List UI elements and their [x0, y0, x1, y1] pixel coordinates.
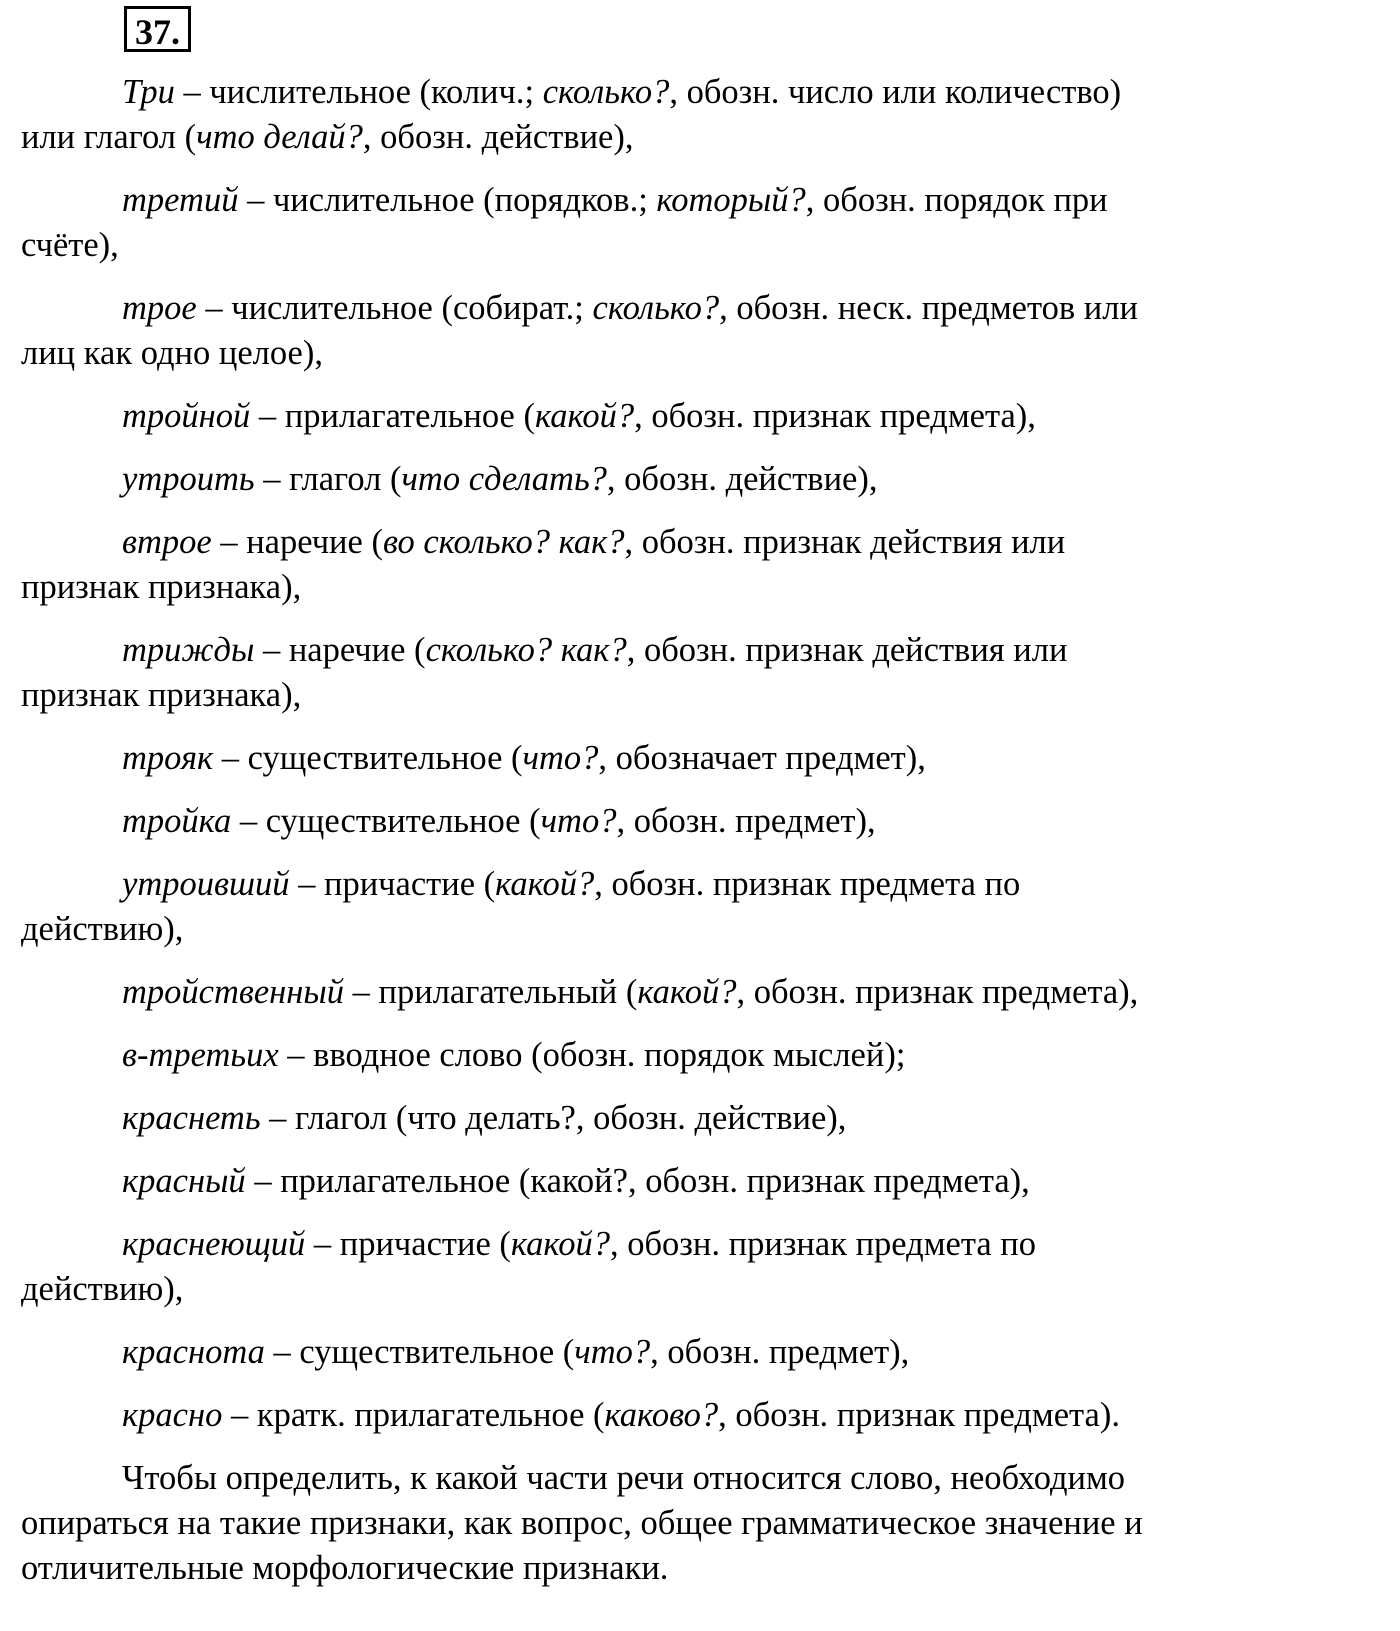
italic-term: что?	[522, 739, 599, 777]
text-line	[21, 970, 1361, 1015]
italic-term: краснота	[122, 1333, 265, 1371]
exercise-number: 37.	[124, 6, 191, 52]
text-line	[21, 1330, 1361, 1375]
text-run: – глагол (что делать?, обозн. действие),	[260, 1099, 847, 1137]
italic-term: трижды	[122, 631, 255, 669]
entry-paragraph	[21, 1222, 1361, 1312]
text-run: или глагол (	[21, 118, 197, 156]
text-run: – прилагательное (	[250, 397, 535, 435]
text-run: , обозн. признак действия или	[626, 631, 1068, 669]
italic-term: тройственный	[122, 973, 345, 1011]
italic-term: какой?	[510, 1225, 610, 1263]
text-run: Чтобы определить, к какой части речи относится слово, необходимо	[122, 1459, 1126, 1497]
text-line	[21, 907, 1361, 952]
entry-paragraph	[21, 1456, 1361, 1591]
text-run: – причастие (	[289, 865, 496, 903]
italic-term: трояк	[122, 739, 214, 777]
text-run: признак признака),	[21, 676, 302, 714]
text-run: , обозн. порядок при	[805, 181, 1108, 219]
italic-term: тройка	[122, 802, 232, 840]
text-run: , обозн. предмет),	[616, 802, 876, 840]
text-line	[21, 70, 1361, 115]
text-line	[21, 736, 1361, 781]
text-run: , обозн. неск. предметов или	[719, 289, 1138, 327]
entry-paragraph	[21, 394, 1361, 439]
text-run: , обозн. признак предмета).	[718, 1396, 1120, 1434]
entry-paragraph	[21, 1159, 1361, 1204]
italic-term: красно	[122, 1396, 223, 1434]
italic-term: сколько?	[592, 289, 720, 327]
text-run: – числительное (порядков.;	[238, 181, 657, 219]
text-line	[21, 1267, 1361, 1312]
text-line	[21, 115, 1361, 160]
italic-term: каково?	[604, 1396, 719, 1434]
italic-term: утроивший	[122, 865, 290, 903]
text-line	[21, 457, 1361, 502]
text-run: , обозн. действие),	[606, 460, 878, 498]
text-run: – наречие (	[254, 631, 426, 669]
text-run: , обозн. предмет),	[650, 1333, 910, 1371]
text-line	[21, 673, 1361, 718]
text-run: – кратк. прилагательное (	[222, 1396, 605, 1434]
text-run: , обозн. признак предмета),	[736, 973, 1139, 1011]
text-run: , обозн. действие),	[362, 118, 634, 156]
italic-term: втрое	[122, 523, 212, 561]
italic-term: что?	[574, 1333, 651, 1371]
text-line	[21, 1159, 1361, 1204]
text-run: , обозн. число или количество)	[669, 73, 1122, 111]
text-line	[21, 178, 1361, 223]
italic-term: что делай?	[196, 118, 363, 156]
exercise-text	[21, 70, 1361, 1591]
italic-term: тройной	[122, 397, 251, 435]
italic-term: сколько?	[542, 73, 670, 111]
text-line	[21, 799, 1361, 844]
entry-paragraph	[21, 457, 1361, 502]
text-line	[21, 1096, 1361, 1141]
italic-term: что?	[540, 802, 617, 840]
entry-paragraph	[21, 862, 1361, 952]
text-line	[21, 1456, 1361, 1501]
italic-term: утроить	[122, 460, 255, 498]
text-line	[21, 1501, 1361, 1546]
text-line	[21, 1033, 1361, 1078]
entry-paragraph	[21, 628, 1361, 718]
entry-paragraph	[21, 1393, 1361, 1438]
entry-paragraph	[21, 799, 1361, 844]
text-run: – прилагательный (	[344, 973, 638, 1011]
text-run: лиц как одно целое),	[21, 334, 323, 372]
text-line	[21, 862, 1361, 907]
text-line	[21, 1546, 1361, 1591]
text-run: – наречие (	[211, 523, 383, 561]
entry-paragraph	[21, 286, 1361, 376]
text-run: – существительное (	[231, 802, 541, 840]
text-run: – прилагательное (какой?, обозн. признак предмета),	[245, 1162, 1030, 1200]
entry-paragraph	[21, 1096, 1361, 1141]
italic-term: красный	[122, 1162, 246, 1200]
text-run: , обозн. признак предмета по	[594, 865, 1021, 903]
entry-paragraph	[21, 520, 1361, 610]
entry-paragraph	[21, 970, 1361, 1015]
text-run: – вводное слово (обозн. порядок мыслей);	[278, 1036, 906, 1074]
text-line	[21, 1393, 1361, 1438]
text-line	[21, 331, 1361, 376]
text-run: , обозначает предмет),	[598, 739, 926, 777]
text-run: – существительное (	[213, 739, 523, 777]
italic-term: какой?	[637, 973, 737, 1011]
italic-term: сколько? как?	[425, 631, 627, 669]
italic-term: что сделать?	[401, 460, 607, 498]
text-run: действию),	[21, 1270, 184, 1308]
text-run: признак признака),	[21, 568, 302, 606]
text-line	[21, 565, 1361, 610]
text-run: – числительное (собират.;	[196, 289, 593, 327]
entry-paragraph	[21, 178, 1361, 268]
text-line	[21, 286, 1361, 331]
text-run: – существительное (	[264, 1333, 575, 1371]
text-run: счёте),	[21, 226, 119, 264]
entry-paragraph	[21, 1033, 1361, 1078]
entry-paragraph	[21, 1330, 1361, 1375]
text-line	[21, 394, 1361, 439]
text-line	[21, 520, 1361, 565]
italic-term: какой?	[495, 865, 595, 903]
italic-term: краснеющий	[122, 1225, 306, 1263]
italic-term: трое	[122, 289, 197, 327]
italic-term: краснеть	[122, 1099, 261, 1137]
text-run: – числительное (колич.;	[174, 73, 543, 111]
text-line	[21, 223, 1361, 268]
italic-term: в-третьих	[122, 1036, 279, 1074]
entry-paragraph	[21, 70, 1361, 160]
text-run: опираться на такие признаки, как вопрос, общее грамматическое значение и	[21, 1504, 1143, 1542]
entry-paragraph	[21, 736, 1361, 781]
text-run: отличительные морфологические признаки.	[21, 1549, 669, 1587]
italic-term: во сколько? как?	[382, 523, 625, 561]
text-run: , обозн. признак действия или	[624, 523, 1066, 561]
text-run: , обозн. признак предмета),	[634, 397, 1036, 435]
italic-term: Три	[122, 73, 175, 111]
text-run: действию),	[21, 910, 184, 948]
text-run: – причастие (	[305, 1225, 511, 1263]
italic-term: какой?	[534, 397, 635, 435]
text-run: , обозн. признак предмета по	[609, 1225, 1037, 1263]
text-line	[21, 1222, 1361, 1267]
text-run: – глагол (	[254, 460, 402, 498]
italic-term: который?	[656, 181, 806, 219]
text-line	[21, 628, 1361, 673]
italic-term: третий	[122, 181, 239, 219]
